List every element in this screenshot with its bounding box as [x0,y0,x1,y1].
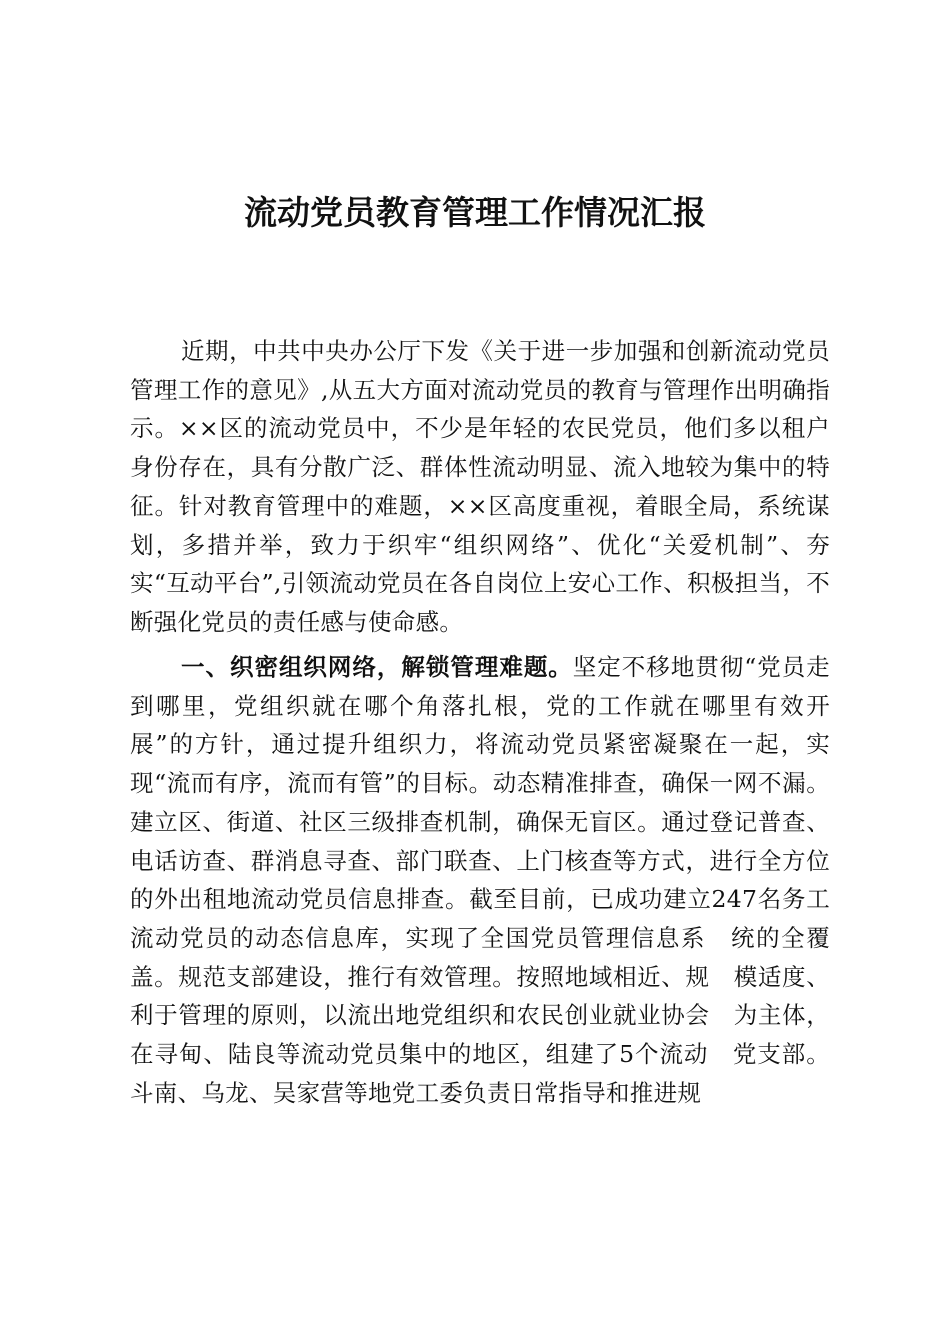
document-title: 流动党员教育管理工作情况汇报 [244,193,706,232]
intro-paragraph: 近期，中共中央办公厅下发《关于进一步加强和创新流动党员管理工作的意见》,从五大方面对流动党员的教育与管理作出明确指示。××区的流动党员中，不少是年轻的农民党员，他们多以租户身份存在，具有分散广泛、群体性流动明显、流入地较为集中的特征。针对教育管理中的难题，××区高度重视，着眼全局，系统谋划，多措并举，致力于织牢“组织网络”、优化“关爱机制”、夯实“互动平台”,引领流动党员在各自岗位上安心工作、积极担当，不断强化党员的责任感与使命感。 [130,337,830,636]
section-one-text: 坚定不移地贯彻“党员走到哪里，党组织就在哪个角落扎根，党的工作就在哪里有效开展”的方针，通过提升组织力，将流动党员紧密凝聚在一起，实现“流而有序，流而有管”的目标。动态精准排查，确保一网不漏。建立区、街道、社区三级排查机制，确保无盲区。通过登记普查、电话访查、群消息寻查、部门联查、上门核查等方式，进行全方位的外出租地流动党员信息排查。截至目前，已成功建立247名务工流动党员的动态信息库，实现了全国党员管理信息系 统的全覆盖。规范支部建设，推行有效管理。按照地域相近、规 模适度、利于管理的原则，以流出地党组织和农民创业就业协会 为主体，在寻甸、陆良等流动党员集中的地区，组建了5个流动 党支部。斗南、乌龙、吴家营等地党工委负责日常指导和推进规 [130,653,830,1107]
section-one-paragraph [130,648,830,1112]
section-one-heading: 一、织密组织网络，解锁管理难题。 [181,653,573,681]
